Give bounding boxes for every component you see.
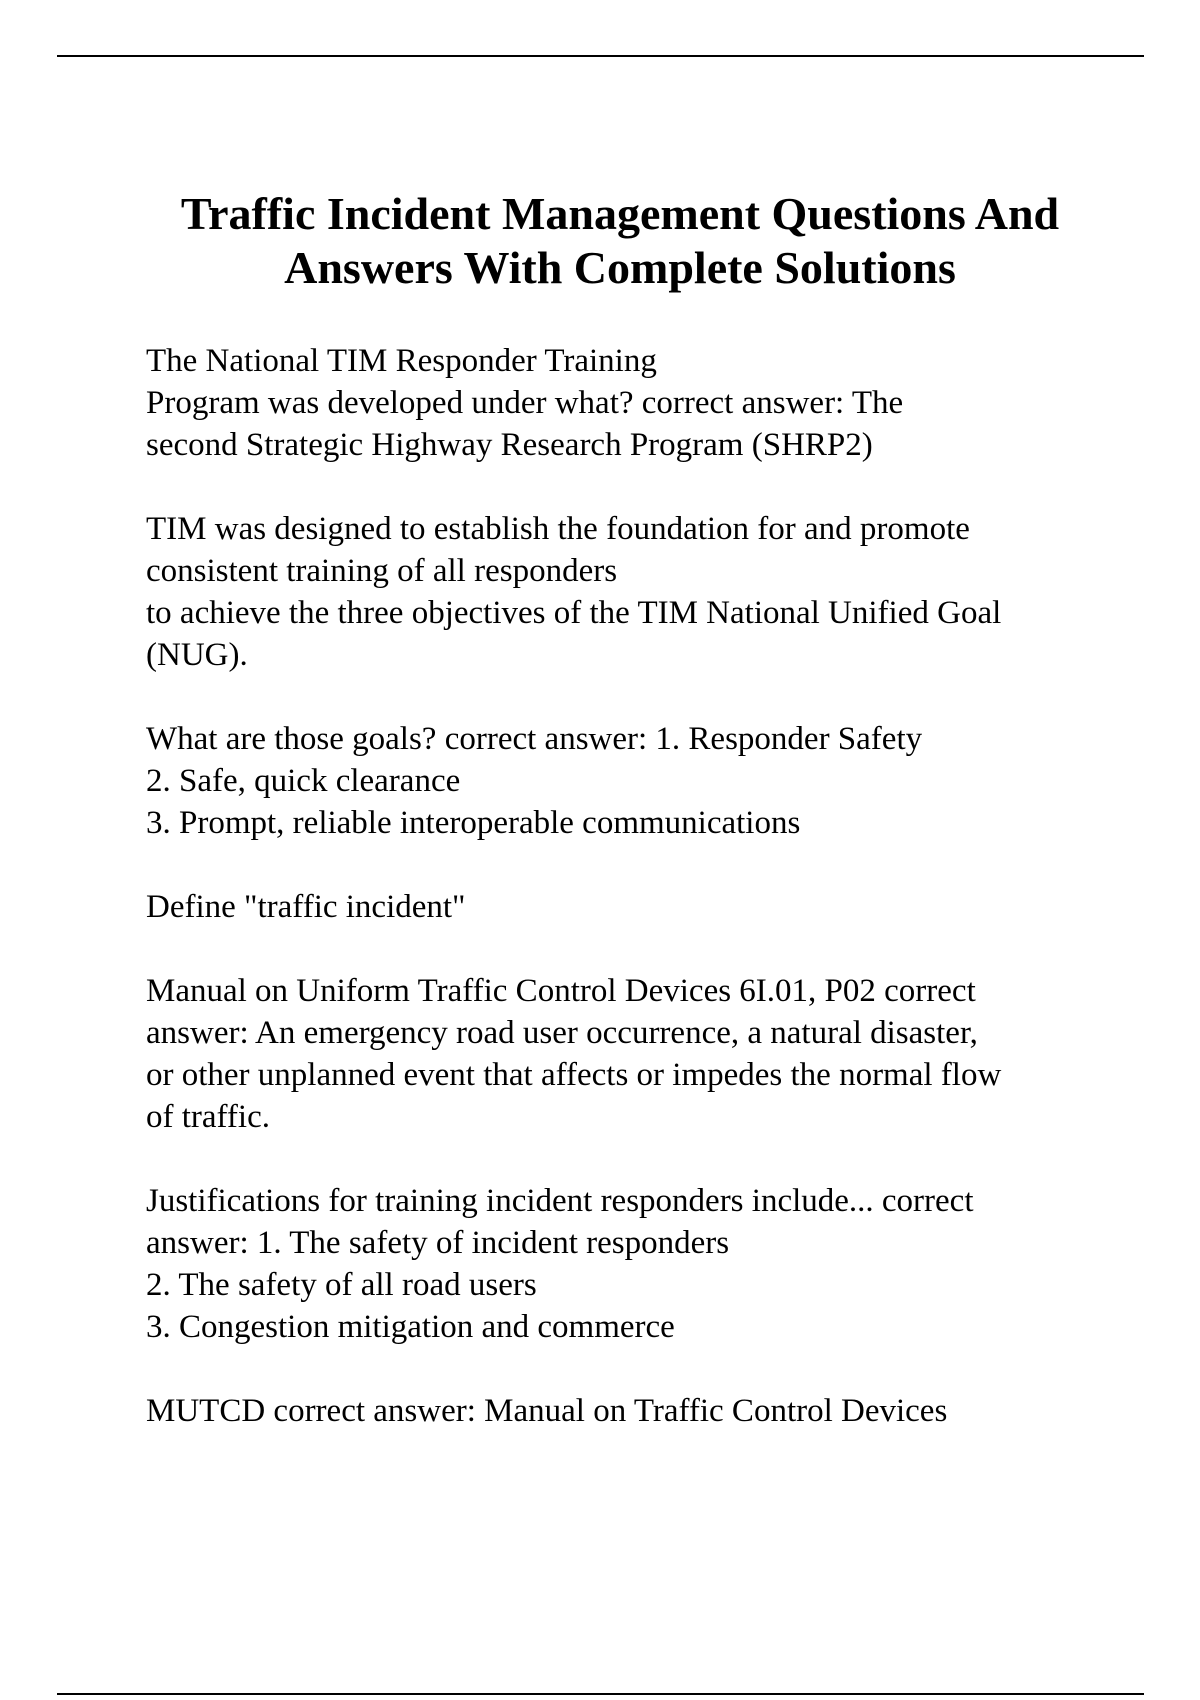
text-line: 2. Safe, quick clearance — [146, 763, 461, 799]
text-line: What are those goals? correct answer: 1. Responder Safety — [146, 721, 923, 757]
document-body — [146, 340, 1146, 1432]
paragraph-tim-design — [146, 508, 1146, 676]
text-line: MUTCD correct answer: Manual on Traffic Control Devices — [146, 1393, 948, 1429]
qa-block-mutcd-definition — [146, 970, 1146, 1138]
text-line: answer: An emergency road user occurrence, a natural disaster, — [146, 1015, 978, 1051]
qa-block-justifications — [146, 1180, 1146, 1348]
text-line: TIM was designed to establish the foundation for and promote — [146, 511, 970, 547]
text-line: 3. Congestion mitigation and commerce — [146, 1309, 675, 1345]
qa-block-goals — [146, 718, 1146, 844]
top-divider — [57, 55, 1144, 57]
title-line-2: Answers With Complete Solutions — [284, 242, 956, 293]
text-line: Manual on Uniform Traffic Control Devices 6I.01, P02 correct — [146, 973, 976, 1009]
text-line: or other unplanned event that affects or impedes the normal flow — [146, 1057, 1002, 1093]
text-line: of traffic. — [146, 1099, 270, 1135]
text-line: The National TIM Responder Training — [146, 343, 657, 379]
text-line: to achieve the three objectives of the TIM National Unified Goal — [146, 595, 1002, 631]
title-line-1: Traffic Incident Management Questions And — [180, 188, 1060, 239]
text-line: Program was developed under what? correct answer: The — [146, 385, 904, 421]
text-line: answer: 1. The safety of incident responders — [146, 1225, 730, 1261]
text-line: consistent training of all responders — [146, 553, 618, 589]
document-title — [100, 187, 1140, 295]
qa-block-national-tim-training — [146, 340, 1146, 466]
qa-block-mutcd-acronym — [146, 1390, 1146, 1432]
text-line: Define "traffic incident" — [146, 889, 466, 925]
text-line: 3. Prompt, reliable interoperable communications — [146, 805, 801, 841]
text-line: Justifications for training incident responders include... correct — [146, 1183, 974, 1219]
bottom-divider — [57, 1693, 1144, 1695]
question-define-traffic-incident — [146, 886, 1146, 928]
text-line: 2. The safety of all road users — [146, 1267, 537, 1303]
text-line: (NUG). — [146, 637, 248, 673]
text-line: second Strategic Highway Research Program (SHRP2) — [146, 427, 873, 463]
